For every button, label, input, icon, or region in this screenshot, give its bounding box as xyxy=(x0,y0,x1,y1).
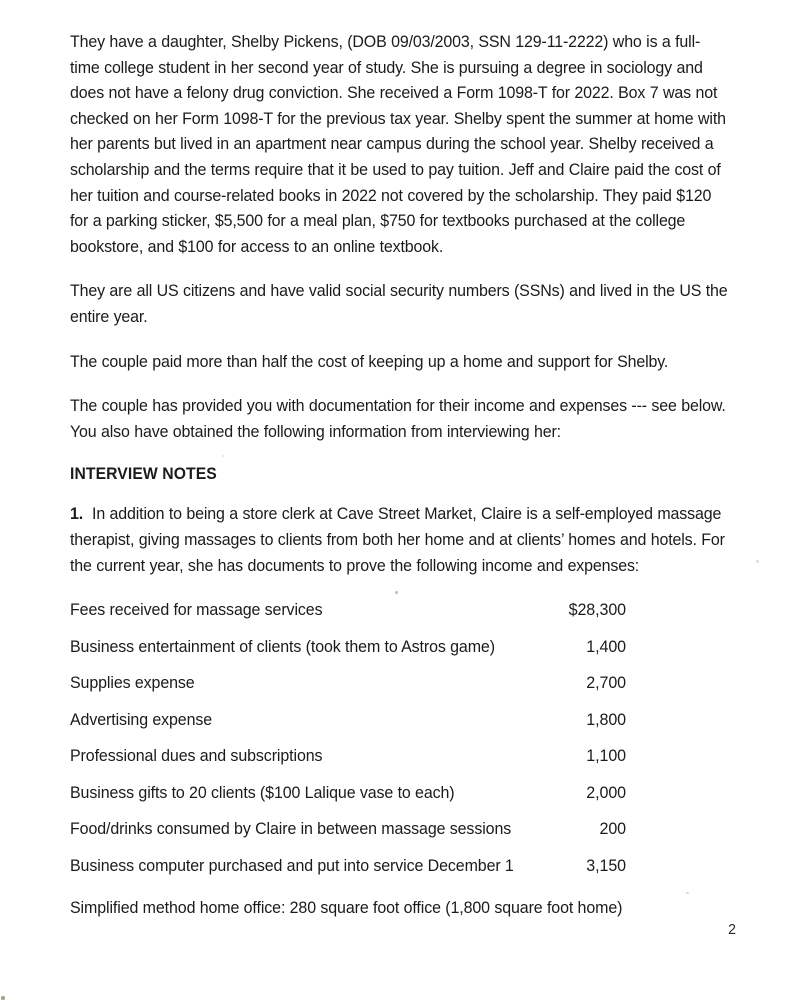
list-item xyxy=(70,857,745,894)
row-amount: $28,300 xyxy=(568,601,626,620)
row-label: Simplified method home office: 280 square foot office (1,800 square foot home) xyxy=(70,899,623,918)
list-item xyxy=(70,711,745,748)
paragraph-documentation: The couple has provided you with documentation for their income and expenses --- see below. You also have obtained the following information from interviewing her: xyxy=(70,397,726,441)
row-amount: 200 xyxy=(599,820,626,839)
row-label: Business computer purchased and put into service December 1 xyxy=(70,856,514,875)
row-amount: 2,700 xyxy=(586,674,626,693)
row-label: Professional dues and subscriptions xyxy=(70,747,323,766)
paragraph-household-support: The couple paid more than half the cost of keeping up a home and support for Shelby. xyxy=(70,352,669,371)
list-item xyxy=(70,784,745,821)
row-amount: 1,100 xyxy=(586,747,626,766)
page-number: 2 xyxy=(728,922,736,938)
list-item xyxy=(70,674,745,711)
income-expense-list xyxy=(70,601,745,929)
row-amount: 2,000 xyxy=(586,783,626,802)
scan-speck xyxy=(756,560,759,563)
row-label: Business entertainment of clients (took them to Astros game) xyxy=(70,637,495,656)
row-amount: 3,150 xyxy=(586,856,626,875)
row-amount: 1,800 xyxy=(586,710,626,729)
scan-speck xyxy=(1,996,5,1000)
list-item xyxy=(70,747,745,784)
paragraph-daughter-info: They have a daughter, Shelby Pickens, (DOB 09/03/2003, SSN 129-11-2222) who is a full-time college student in her second year of study. She is pursuing a degree in sociology and does not have a felony drug conviction. She received a Form 1098-T for 2022. Box 7 was not checked on her Form 1098-T for the previous tax year. Shelby spent the summer at home with her parents but lived in an apartment near campus during the school year. Shelby received a scholarship and the terms require that it be used to pay tuition. Jeff and Claire paid the cost of her tuition and course-related books in 2022 not covered by the scholarship. They paid $120 for a parking sticker, $5,500 for a meal plan, $750 for textbooks purchased at the college bookstore, and $100 for access to an online textbook. xyxy=(70,33,726,256)
section-heading-interview-notes: INTERVIEW NOTES xyxy=(70,465,217,484)
row-label: Food/drinks consumed by Claire in between massage sessions xyxy=(70,820,512,839)
paragraph-citizenship: They are all US citizens and have valid social security numbers (SSNs) and lived in the US the entire year. xyxy=(70,282,728,326)
row-label: Supplies expense xyxy=(70,674,195,693)
list-item xyxy=(70,601,745,638)
document-body xyxy=(70,30,745,929)
row-amount: 1,400 xyxy=(586,637,626,656)
row-label: Business gifts to 20 clients ($100 Lalique vase to each) xyxy=(70,783,455,802)
list-item xyxy=(70,820,745,857)
list-item xyxy=(70,899,745,929)
interview-note-item-1 xyxy=(70,502,728,579)
row-label: Fees received for massage services xyxy=(70,601,323,620)
row-label: Advertising expense xyxy=(70,710,213,729)
list-item xyxy=(70,638,745,675)
interview-note-text: In addition to being a store clerk at Cave Street Market, Claire is a self-employed massage therapist, giving massages to clients from both her home and at clients’ homes and hotels. For the current year, she has documents to prove the following income and expenses: xyxy=(70,505,725,575)
interview-note-spacer xyxy=(83,505,92,523)
interview-note-number: 1. xyxy=(70,505,84,524)
